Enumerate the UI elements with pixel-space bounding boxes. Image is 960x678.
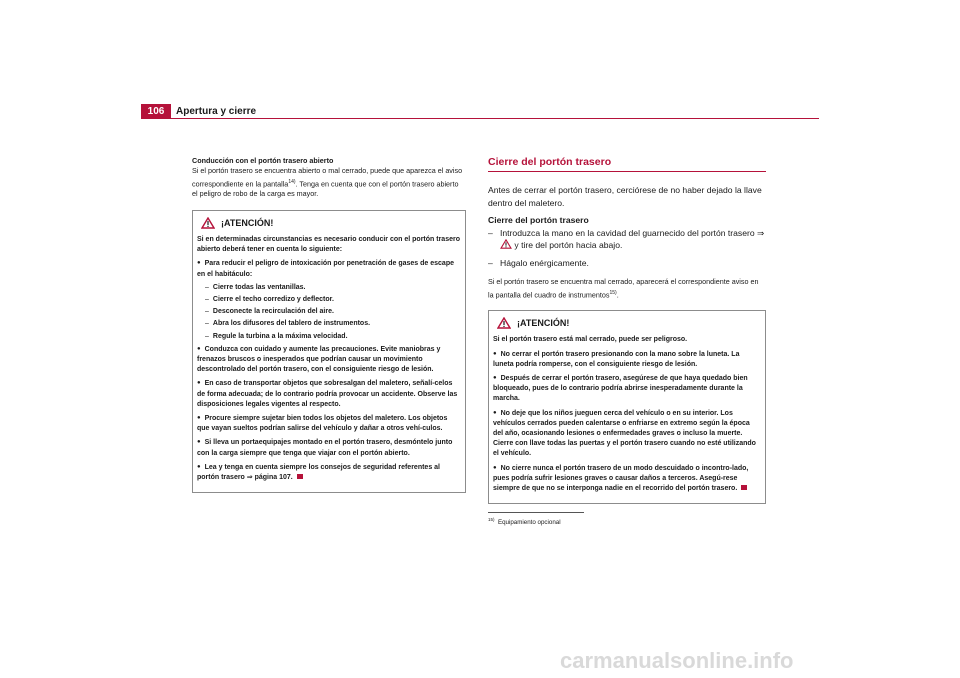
left-paragraph: Si el portón trasero se encuentra abierto o mal cerrado, puede que aparezca el aviso correspondiente en la pantalla$^{14)}$. Tenga en cuenta que con el portón trasero abierto el peligro de robo de la carga es mayor. (192, 166, 463, 199)
warning-bullet: ● Si lleva un portaequipajes montado en el portón trasero, desmóntelo junto con la carga siempre que tenga que viajar con el portón abierto. (197, 437, 461, 458)
warning-box-right (488, 310, 766, 504)
warning-bullet: ● Después de cerrar el portón trasero, asegúrese de que haya quedado bien bloqueado, pues de lo contrario podría abrirse inesperadamente durante la marcha. (493, 373, 761, 405)
end-of-section-icon (741, 485, 747, 490)
warning-bullet: ● No deje que los niños jueguen cerca del vehículo o en su interior. Los vehículos cerrados pueden calentarse o enfriarse en extremo según la época del año, ocasionando lesiones o enfermedades graves o incluso la muerte. Cierre con llave todas las puertas y el portón trasero cuando no esté utilizando el vehículo. (493, 408, 761, 460)
warning-title: ¡ATENCIÓN! (221, 217, 274, 228)
header-title: Apertura y cierre (176, 106, 257, 117)
left-column (192, 156, 466, 493)
warning-bullet-last (197, 462, 461, 483)
warning-triangle-icon[interactable] (500, 239, 512, 249)
warning-title: ¡ATENCIÓN! (517, 318, 570, 329)
warning-dash-item: – Abra los difusores del tablero de instrumentos. (197, 319, 461, 329)
warning-bullet: ● Conduzca con cuidado y aumente las precauciones. Evite maniobras y frenazos bruscos o inesperados que podrían causar un movimiento descontrolado del portón trasero, con el consiguiente riesgo de lesión. (197, 344, 461, 376)
step-item: – Introduzca la mano en la cavidad del guarnecido del portón trasero ⇒ y tire del portón hacia abajo. (488, 227, 766, 252)
warning-dash-item: – Cierre todas las ventanillas. (197, 283, 461, 293)
warning-triangle-icon (201, 217, 215, 229)
page-link[interactable]: Lea y tenga en cuenta siempre los consejos de seguridad referentes al portón trasero ⇒ página 107. (197, 463, 440, 481)
warning-intro: Si el portón trasero está mal cerrado, puede ser peligroso. (493, 336, 688, 344)
warning-bullet-last: ● No cierre nunca el portón trasero de un modo descuidado o incontro-lado, pues podría sufrir lesiones graves o causar daños a terceros. Asegú-rese siempre de que no se interponga nadie en el recorrido del portón trasero. (493, 463, 761, 495)
footnote-rule (488, 512, 584, 513)
right-subheading: Cierre del portón trasero (488, 215, 589, 225)
warning-bullet: ● Procure siempre sujetar bien todos los objetos del maletero. Los objetos que vayan sueltos podrían salirse del vehículo y dañar a otros vehí-culos. (197, 413, 461, 434)
end-of-section-icon (297, 474, 303, 479)
warning-dash-item: – Desconecte la recirculación del aire. (197, 307, 461, 317)
section-title: Cierre del portón trasero (488, 156, 766, 172)
header-rule (141, 118, 819, 119)
footnote: $^{15)}$ Equipamiento opcional (488, 517, 561, 527)
warning-triangle-icon (497, 317, 511, 329)
warning-body (193, 235, 465, 492)
footnote-ref-14[interactable]: 14) (288, 178, 296, 185)
warning-intro: Si en determinadas circunstancias es necesario conducir con el portón trasero abierto deberá tener en cuenta lo siguiente: (197, 235, 460, 254)
warning-header (193, 211, 465, 235)
intro-paragraph: Antes de cerrar el portón trasero, cerciórese de no haber dejado la llave dentro del maletero. (488, 185, 762, 208)
step-item: – Hágalo enérgicamente. (488, 257, 766, 270)
warning-dash-item: – Regule la turbina a la máxima velocidad. (197, 332, 461, 342)
warning-dash-item: – Cierre el techo corredizo y deflector. (197, 295, 461, 305)
left-subheading: Conducción con el portón trasero abierto (192, 156, 334, 165)
footnote-ref-15[interactable]: 15) (609, 289, 617, 296)
warning-bullet: ● No cerrar el portón trasero presionando con la mano sobre la luneta. La luneta podría romperse, con el consiguiente riesgo de lesión. (493, 349, 761, 370)
warning-bullet: ● En caso de transportar objetos que sobresalgan del maletero, señalí-celos de forma adecuada; de lo contrario podría provocar un accidente. Observe las disposiciones legales vigentes al respecto. (197, 378, 461, 410)
warning-box-left (192, 210, 466, 493)
watermark-text: carmanualsonline.info (560, 648, 794, 673)
right-column (488, 156, 766, 527)
page-number: 106 (141, 104, 171, 119)
warning-bullet: ● Para reducir el peligro de intoxicación por penetración de gases de escape en el habitáculo: (197, 258, 461, 279)
warning-body (489, 335, 765, 503)
note-paragraph: Si el portón trasero se encuentra mal cerrado, aparecerá el correspondiente aviso en la pantalla del cuadro de instrumentos$^{15)}$. (488, 277, 759, 299)
warning-header (489, 311, 765, 335)
